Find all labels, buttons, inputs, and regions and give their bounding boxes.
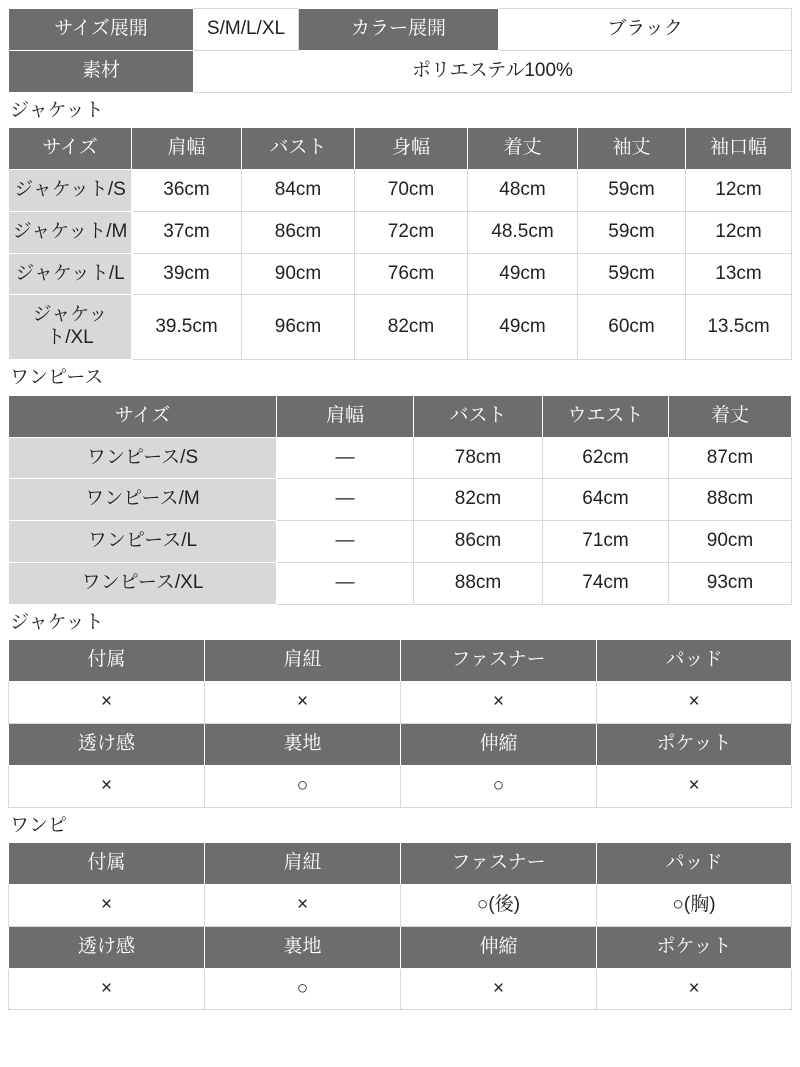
col-header-cuff-width: 袖口幅 [686,128,792,170]
cell-length: 90cm [669,521,792,563]
spec-value-color-range: ブラック [499,9,792,51]
table-row [9,968,792,1010]
table-row [9,640,792,682]
attr-value-pocket: × [597,765,792,807]
col-header-length: 着丈 [468,128,578,170]
jacket-size-body [9,170,792,360]
col-header-bust: バスト [242,128,355,170]
cell-shoulder: 39cm [132,253,242,295]
row-label: ジャケット/S [9,170,132,212]
attr-value-stretch: ○ [401,765,597,807]
cell-length: 87cm [669,437,792,479]
cell-body-width: 70cm [355,170,468,212]
dress-size-head [9,395,792,437]
col-header-waist: ウエスト [543,395,669,437]
table-row [9,128,792,170]
attr-header-lining: 裏地 [205,926,401,968]
attr-value-zipper: × [401,682,597,724]
col-header-size: サイズ [9,128,132,170]
cell-length: 88cm [669,479,792,521]
cell-sleeve-length: 60cm [578,295,686,360]
spec-value-material: ポリエステル100% [194,50,792,92]
attr-header-sheer: 透け感 [9,926,205,968]
table-row [9,885,792,927]
cell-waist: 62cm [543,437,669,479]
attr-header-strap: 肩紐 [205,843,401,885]
cell-sleeve-length: 59cm [578,170,686,212]
section-label-dress-size: ワンピース [10,367,104,389]
attr-header-accessory: 付属 [9,843,205,885]
attr-value-lining: ○ [205,968,401,1010]
cell-bust: 86cm [414,521,543,563]
cell-waist: 74cm [543,562,669,604]
table-row [9,395,792,437]
attr-header-pad: パッド [597,843,792,885]
spec-label-size-range: サイズ展開 [9,9,194,51]
cell-sleeve-length: 59cm [578,211,686,253]
table-row [9,50,792,92]
cell-waist: 71cm [543,521,669,563]
attr-value-pad: × [597,682,792,724]
cell-body-width: 82cm [355,295,468,360]
dress-attribute-table [8,842,792,1010]
cell-bust: 86cm [242,211,355,253]
cell-shoulder: ― [277,521,414,563]
cell-bust: 82cm [414,479,543,521]
cell-shoulder: 36cm [132,170,242,212]
col-header-length: 着丈 [669,395,792,437]
spec-value-size-range: S/M/L/XL [194,9,299,51]
attr-value-stretch: × [401,968,597,1010]
col-header-size: サイズ [9,395,277,437]
row-label: ワンピース/XL [9,562,277,604]
attr-value-accessory: × [9,885,205,927]
dress-size-body [9,437,792,604]
attr-header-pad: パッド [597,640,792,682]
attr-header-lining: 裏地 [205,724,401,766]
row-label: ワンピース/L [9,521,277,563]
row-label: ジャケット/L [9,253,132,295]
row-label: ワンピース/S [9,437,277,479]
product-spec-body [9,9,792,93]
attr-header-stretch: 伸縮 [401,724,597,766]
cell-cuff-width: 12cm [686,211,792,253]
cell-shoulder: ― [277,479,414,521]
table-row [9,724,792,766]
attr-header-strap: 肩紐 [205,640,401,682]
cell-waist: 64cm [543,479,669,521]
product-spec-table [8,8,792,93]
cell-length: 48.5cm [468,211,578,253]
col-header-shoulder: 肩幅 [277,395,414,437]
table-row [9,9,792,51]
col-header-body-width: 身幅 [355,128,468,170]
table-row [9,253,792,295]
table-row [9,682,792,724]
cell-length: 49cm [468,295,578,360]
attr-header-sheer: 透け感 [9,724,205,766]
cell-length: 93cm [669,562,792,604]
spec-label-material: 素材 [9,50,194,92]
table-row [9,295,792,360]
col-header-bust: バスト [414,395,543,437]
cell-cuff-width: 13cm [686,253,792,295]
jacket-attribute-body [9,640,792,807]
cell-body-width: 76cm [355,253,468,295]
jacket-size-table [8,127,792,360]
table-row [9,479,792,521]
cell-body-width: 72cm [355,211,468,253]
attr-value-pad: ○(胸) [597,885,792,927]
cell-cuff-width: 13.5cm [686,295,792,360]
cell-shoulder: ― [277,562,414,604]
row-label: ワンピース/M [9,479,277,521]
section-label-dress-attributes: ワンピ [10,814,68,836]
table-row [9,843,792,885]
attr-value-accessory: × [9,682,205,724]
table-row [9,437,792,479]
col-header-shoulder: 肩幅 [132,128,242,170]
col-header-sleeve-length: 袖丈 [578,128,686,170]
jacket-size-head [9,128,792,170]
cell-bust: 84cm [242,170,355,212]
attr-header-accessory: 付属 [9,640,205,682]
attr-header-pocket: ポケット [597,724,792,766]
attr-value-pocket: × [597,968,792,1010]
cell-cuff-width: 12cm [686,170,792,212]
dress-size-table [8,395,792,605]
table-row [9,170,792,212]
cell-bust: 88cm [414,562,543,604]
dress-attribute-body [9,843,792,1010]
attr-value-sheer: × [9,765,205,807]
cell-bust: 78cm [414,437,543,479]
attr-value-strap: × [205,682,401,724]
cell-bust: 96cm [242,295,355,360]
table-row [9,926,792,968]
spec-label-color-range: カラー展開 [299,9,499,51]
row-label: ジャケット/XL [9,295,132,360]
cell-shoulder: 37cm [132,211,242,253]
cell-length: 49cm [468,253,578,295]
attr-value-zipper: ○(後) [401,885,597,927]
attr-value-lining: ○ [205,765,401,807]
jacket-attribute-table [8,639,792,807]
section-label-jacket-size: ジャケット [10,99,104,121]
cell-bust: 90cm [242,253,355,295]
table-row [9,765,792,807]
cell-shoulder: ― [277,437,414,479]
section-label-jacket-attributes: ジャケット [10,611,104,633]
attr-header-stretch: 伸縮 [401,926,597,968]
cell-shoulder: 39.5cm [132,295,242,360]
attr-value-strap: × [205,885,401,927]
attr-value-sheer: × [9,968,205,1010]
table-row [9,562,792,604]
table-row [9,211,792,253]
attr-header-zipper: ファスナー [401,640,597,682]
row-label: ジャケット/M [9,211,132,253]
table-row [9,521,792,563]
cell-sleeve-length: 59cm [578,253,686,295]
attr-header-pocket: ポケット [597,926,792,968]
cell-length: 48cm [468,170,578,212]
attr-header-zipper: ファスナー [401,843,597,885]
